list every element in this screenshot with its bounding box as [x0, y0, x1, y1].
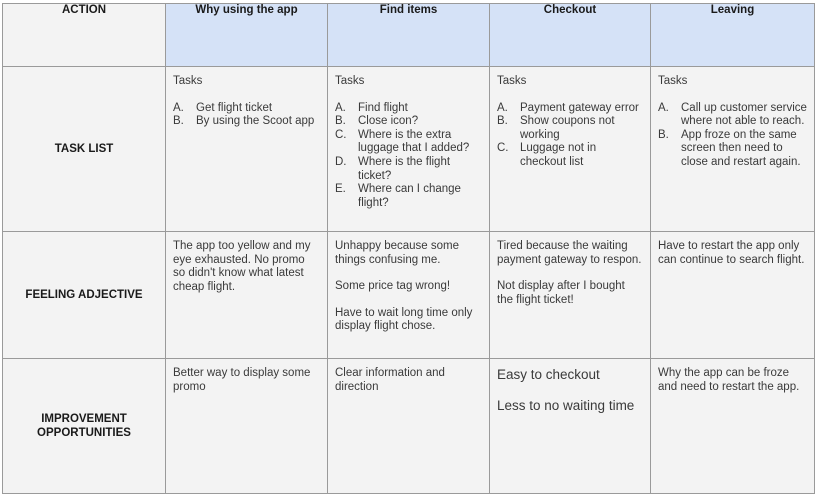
task-marker: C.: [335, 128, 347, 141]
tasks-title: Tasks: [335, 75, 365, 87]
improvement-text: Less to no waiting time: [497, 398, 635, 413]
task-text: Where can I change flight?: [358, 183, 461, 209]
task-marker: E.: [335, 183, 346, 196]
task-marker: B.: [658, 128, 669, 141]
feeling-text: Some price tag wrong!: [335, 280, 451, 293]
task-marker: A.: [335, 101, 346, 114]
task-cell-checkout: [490, 67, 651, 232]
task-marker: A.: [497, 101, 508, 114]
task-item: [335, 115, 482, 129]
header-action: ACTION: [3, 4, 166, 67]
task-item: [335, 156, 482, 183]
task-item: [335, 129, 482, 156]
header-stage-find-items: Find items: [328, 4, 490, 67]
task-list: [173, 102, 320, 129]
task-marker: B.: [173, 115, 184, 128]
task-item: [335, 102, 482, 116]
task-item: [658, 102, 807, 129]
task-text: Close icon?: [358, 115, 419, 128]
feeling-text: Unhappy because some things confusing me.: [335, 240, 460, 266]
feeling-row: [3, 232, 815, 359]
task-item: [173, 102, 320, 116]
task-marker: B.: [497, 115, 508, 128]
task-text: Show coupons not working: [520, 115, 615, 141]
task-text: App froze on the same screen then need to close and restart again.: [681, 128, 801, 168]
row-label-feeling: FEELING ADJECTIVE: [3, 232, 166, 359]
task-item: [173, 115, 320, 129]
feeling-cell-find-items: [328, 232, 490, 359]
task-marker: A.: [658, 101, 669, 114]
task-cell-leaving: [651, 67, 815, 232]
tasks-title: Tasks: [658, 75, 688, 87]
task-text: By using the Scoot app: [196, 115, 315, 128]
feeling-cell-checkout: [490, 232, 651, 359]
task-cell-why-using-app: [166, 67, 328, 232]
task-marker: C.: [497, 142, 509, 155]
tasks-title: Tasks: [173, 75, 203, 87]
task-item: [497, 115, 643, 142]
task-marker: A.: [173, 101, 184, 114]
improvement-cell-checkout: [490, 359, 651, 494]
feeling-text: Have to wait long time only display flight chose.: [335, 306, 473, 333]
row-label-improvement: IMPROVEMENT OPPORTUNITIES: [3, 359, 166, 494]
improvement-cell-why-using-app: [166, 359, 328, 494]
improvement-text: Why the app can be froze and need to restart the app.: [658, 367, 800, 393]
header-stage-why-using-app: Why using the app: [166, 4, 328, 67]
task-item: [497, 102, 643, 116]
improvement-cell-find-items: [328, 359, 490, 494]
journey-map-table: [2, 3, 815, 494]
improvement-row: [3, 359, 815, 494]
improvement-text: Better way to display some promo: [173, 367, 311, 393]
task-list: [658, 102, 807, 170]
feeling-cell-why-using-app: [166, 232, 328, 359]
feeling-text: Not display after I bought the flight ticket!: [497, 280, 625, 306]
task-list: [335, 102, 482, 211]
task-marker: D.: [335, 155, 347, 168]
task-text: Luggage not in checkout list: [520, 142, 597, 168]
task-item: [335, 183, 482, 210]
row-label-task-list: TASK LIST: [3, 67, 166, 232]
task-text: Find flight: [358, 101, 408, 114]
task-text: Where is the extra luggage that I added?: [358, 128, 470, 155]
feeling-text: The app too yellow and my eye exhausted. No promo so didn't know what latest cheap flight.: [173, 240, 311, 293]
task-cell-find-items: [328, 67, 490, 232]
task-text: Where is the flight ticket?: [358, 155, 451, 182]
improvement-text: Easy to checkout: [497, 367, 600, 382]
header-stage-leaving: Leaving: [651, 4, 815, 67]
task-item: [497, 142, 643, 169]
feeling-text: Tired because the waiting payment gateway to respon.: [497, 240, 642, 266]
header-stage-checkout: Checkout: [490, 4, 651, 67]
task-list-row: [3, 67, 815, 232]
improvement-cell-leaving: [651, 359, 815, 494]
task-text: Get flight ticket: [196, 101, 273, 114]
task-list: [497, 102, 643, 170]
feeling-text: Have to restart the app only can continue to search flight.: [658, 240, 805, 266]
task-text: Payment gateway error: [520, 101, 639, 114]
feeling-cell-leaving: [651, 232, 815, 359]
header-row: [3, 4, 815, 67]
task-marker: B.: [335, 115, 346, 128]
task-item: [658, 129, 807, 170]
task-text: Call up customer service where not able to reach.: [681, 101, 807, 128]
tasks-title: Tasks: [497, 75, 527, 87]
improvement-text: Clear information and direction: [335, 367, 445, 393]
